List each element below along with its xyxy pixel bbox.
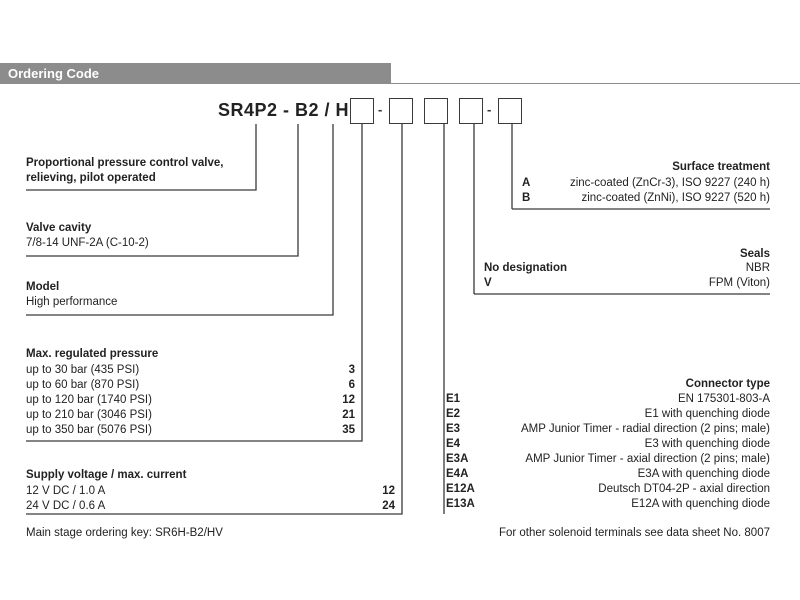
pressure-title: Max. regulated pressure (26, 348, 159, 360)
pressure-label-1: up to 60 bar (870 PSI) (26, 379, 140, 391)
supply-code-1: 24 (382, 500, 395, 512)
connector-code-0: E1 (446, 393, 461, 405)
code-box-supply (389, 98, 413, 124)
code-box-pressure (350, 98, 374, 124)
surface-code-0: A (522, 177, 531, 189)
description-line-1: Proportional pressure control valve, (26, 157, 224, 169)
code-box-surface (498, 98, 522, 124)
surface-label-1: zinc-coated (ZnNi), ISO 9227 (520 h) (581, 192, 770, 204)
supply-label-1: 24 V DC / 0.6 A (26, 500, 106, 512)
connector-code-1: E2 (446, 408, 461, 420)
model-value: High performance (26, 296, 118, 308)
code-box-connector (424, 98, 448, 124)
pressure-code-2: 12 (342, 394, 355, 406)
connector-code-6: E12A (446, 483, 475, 495)
surface-title: Surface treatment (672, 161, 770, 173)
seals-code-0: No designation (484, 262, 568, 274)
footer-other-terminals-note: For other solenoid terminals see data sheet No. 8007 (498, 527, 770, 539)
code-box-seals (459, 98, 483, 124)
footer-main-stage-key: Main stage ordering key: SR6H-B2/HV (26, 527, 223, 539)
connector-label-3: E3 with quenching diode (644, 438, 770, 450)
cavity-title: Valve cavity (26, 222, 92, 234)
connector-code-5: E4A (446, 468, 469, 480)
ordering-code-prefix: SR4P2 - B2 / H (218, 100, 350, 120)
pressure-label-2: up to 120 bar (1740 PSI) (26, 394, 152, 406)
connector-label-2: AMP Junior Timer - radial direction (2 pins; male) (520, 423, 770, 435)
supply-code-0: 12 (382, 485, 395, 497)
pressure-label-4: up to 350 bar (5076 PSI) (26, 424, 152, 436)
pressure-label-0: up to 30 bar (435 PSI) (26, 364, 140, 376)
surface-label-0: zinc-coated (ZnCr-3), ISO 9227 (240 h) (569, 177, 770, 189)
connector-code-4: E3A (446, 453, 469, 465)
description-line-2: relieving, pilot operated (26, 172, 156, 184)
surface-code-1: B (522, 192, 531, 204)
connector-code-7: E13A (446, 498, 475, 510)
code-dash-1: - (378, 102, 383, 117)
pressure-label-3: up to 210 bar (3046 PSI) (26, 409, 152, 421)
connector-label-5: E3A with quenching diode (637, 468, 770, 480)
connector-label-1: E1 with quenching diode (644, 408, 770, 420)
pressure-code-4: 35 (342, 424, 355, 436)
connector-code-3: E4 (446, 438, 461, 450)
connector-code-2: E3 (446, 423, 461, 435)
pressure-code-3: 21 (342, 409, 355, 421)
connector-title: Connector type (685, 378, 770, 390)
seals-code-1: V (484, 277, 492, 289)
connector-label-4: AMP Junior Timer - axial direction (2 pins; male) (525, 453, 770, 465)
pressure-code-1: 6 (348, 379, 355, 391)
pressure-code-0: 3 (348, 364, 355, 376)
seals-label-0: NBR (745, 262, 770, 274)
section-title: Ordering Code (8, 66, 100, 81)
code-dash-2: - (487, 102, 492, 117)
supply-title: Supply voltage / max. current (26, 469, 187, 481)
supply-label-0: 12 V DC / 1.0 A (26, 485, 106, 497)
connector-label-7: E12A with quenching diode (631, 498, 770, 510)
seals-label-1: FPM (Viton) (708, 277, 770, 289)
line-model (26, 124, 333, 315)
seals-title: Seals (739, 248, 770, 260)
cavity-value: 7/8-14 UNF-2A (C-10-2) (26, 237, 149, 249)
connector-label-0: EN 175301-803-A (677, 393, 770, 405)
model-title: Model (26, 281, 60, 293)
connector-label-6: Deutsch DT04-2P - axial direction (598, 483, 770, 495)
